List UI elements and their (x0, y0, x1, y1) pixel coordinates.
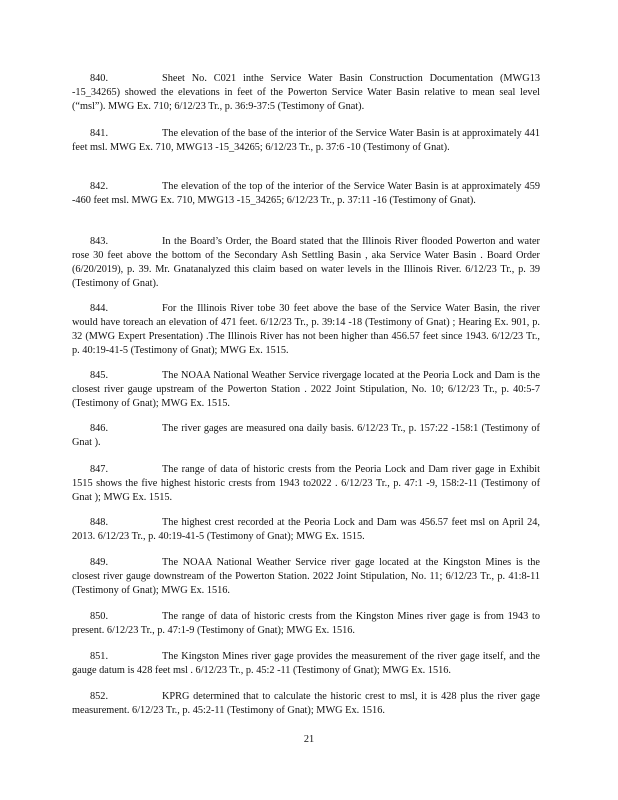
paragraph-number: 848. (90, 517, 109, 528)
paragraph-text: The elevation of the top of the interior of the Service Water Basin is at approximately 459 -460 feet msl. MWG Ex. 710, MWG13 -15_34265; 6/12/23 Tr., p. 37:11 -16 (Testimony of Gnat). (72, 181, 540, 206)
paragraph-text: The range of data of historic crests from the Kingston Mines river gage is from 1943 to present. 6/12/23 Tr., p. 47:1-9 (Testimony of Gnat); MWG Ex. 1516. (72, 611, 540, 636)
paragraph-852 (72, 690, 540, 718)
paragraph-text: The range of data of historic crests from the Peoria Lock and Dam river gage in Exhibit 1515 shows the five highest historic crests from 1943 to2022 . 6/12/23 Tr., p. 47:1 -9, 158:2-11 (Testimony of Gnat ); MWG Ex. 1515. (72, 464, 540, 503)
paragraph-846 (72, 422, 540, 450)
paragraph-842 (72, 180, 540, 208)
paragraph-text: The highest crest recorded at the Peoria Lock and Dam was 456.57 feet msl on April 24, 2013. 6/12/23 Tr., p. 40:19-41-5 (Testimony of Gnat); MWG Ex. 1515. (72, 517, 540, 542)
paragraph-number: 840. (90, 73, 109, 84)
paragraph-840 (72, 72, 540, 114)
paragraph-number: 844. (90, 303, 109, 314)
page-number: 21 (303, 734, 315, 745)
paragraph-text: KPRG determined that to calculate the historic crest to msl, it is 428 plus the river gage measurement. 6/12/23 Tr., p. 45:2-11 (Testimony of Gnat); MWG Ex. 1516. (72, 691, 540, 716)
paragraph-845 (72, 369, 540, 411)
paragraph-number: 845. (90, 370, 109, 381)
paragraph-number: 849. (90, 557, 109, 568)
paragraph-number: 841. (90, 128, 109, 139)
paragraph-number: 843. (90, 236, 109, 247)
paragraph-848 (72, 516, 540, 544)
paragraph-number: 846. (90, 423, 109, 434)
paragraph-text: The NOAA National Weather Service river gage located at the Kingston Mines is the closest river gauge downstream of the Powerton Station. 2022 Joint Stipulation, No. 11; 6/12/23 Tr., p. 41:8-11 (Testimony of Gnat); MWG Ex. 1516. (72, 557, 540, 596)
paragraph-text: The Kingston Mines river gage provides the measurement of the river gage itself, and the gauge datum is 428 feet msl . 6/12/23 Tr., p. 45:2 -11 (Testimony of Gnat); MWG Ex. 1516. (72, 651, 540, 676)
paragraph-text: The river gages are measured ona daily basis. 6/12/23 Tr., p. 157:22 -158:1 (Testimony of Gnat ). (72, 423, 540, 448)
paragraph-number: 842. (90, 181, 109, 192)
paragraph-847 (72, 463, 540, 505)
paragraph-text: The NOAA National Weather Service rivergage located at the Peoria Lock and Dam is the closest river gauge upstream of the Powerton Station . 2022 Joint Stipulation, No. 10; 6/12/23 Tr., p. 40:5-7 (Testimony of Gnat); MWG Ex. 1515. (72, 370, 540, 409)
paragraph-850 (72, 610, 540, 638)
paragraph-851 (72, 650, 540, 678)
paragraph-number: 850. (90, 611, 109, 622)
paragraph-number: 847. (90, 464, 109, 475)
paragraph-text: In the Board’s Order, the Board stated that the Illinois River flooded Powerton and water rose 30 feet above the bottom of the Secondary Ash Settling Basin , aka Service Water Basin . Board Order (6/20/2019), p. 39. Mr. Gnatanalyzed this claim based on water levels in the Illinois River. 6/12/23 Tr., p. 39 (Testimony of Gnat). (72, 236, 540, 289)
paragraph-text: Sheet No. C021 inthe Service Water Basin Construction Documentation (MWG13 -15_34265) showed the elevations in feet of the Powerton Service Water Basin relative to mean seal level (“msl”). MWG Ex. 710; 6/12/23 Tr., p. 36:9-37:5 (Testimony of Gnat). (72, 73, 540, 112)
paragraph-number: 852. (90, 691, 109, 702)
paragraph-number: 851. (90, 651, 109, 662)
paragraph-841 (72, 127, 540, 155)
paragraph-849 (72, 556, 540, 598)
paragraph-844 (72, 302, 540, 358)
paragraph-text: The elevation of the base of the interior of the Service Water Basin is at approximately 441 feet msl. MWG Ex. 710, MWG13 -15_34265; 6/12/23 Tr., p. 37:6 -10 (Testimony of Gnat). (72, 128, 540, 153)
paragraph-843 (72, 235, 540, 291)
paragraph-text: For the Illinois River tobe 30 feet above the base of the Service Water Basin, the river would have toreach an elevation of 471 feet. 6/12/23 Tr., p. 39:14 -18 (Testimony of Gnat) ; Hearing Ex. 901, p. 32 (MWG Expert Presentation) .The Illinois River has not been higher than 456.57 feet since 1943. 6/12/23 Tr., p. 40:19-41-5 (Testimony of Gnat); MWG Ex. 1515. (72, 303, 540, 356)
